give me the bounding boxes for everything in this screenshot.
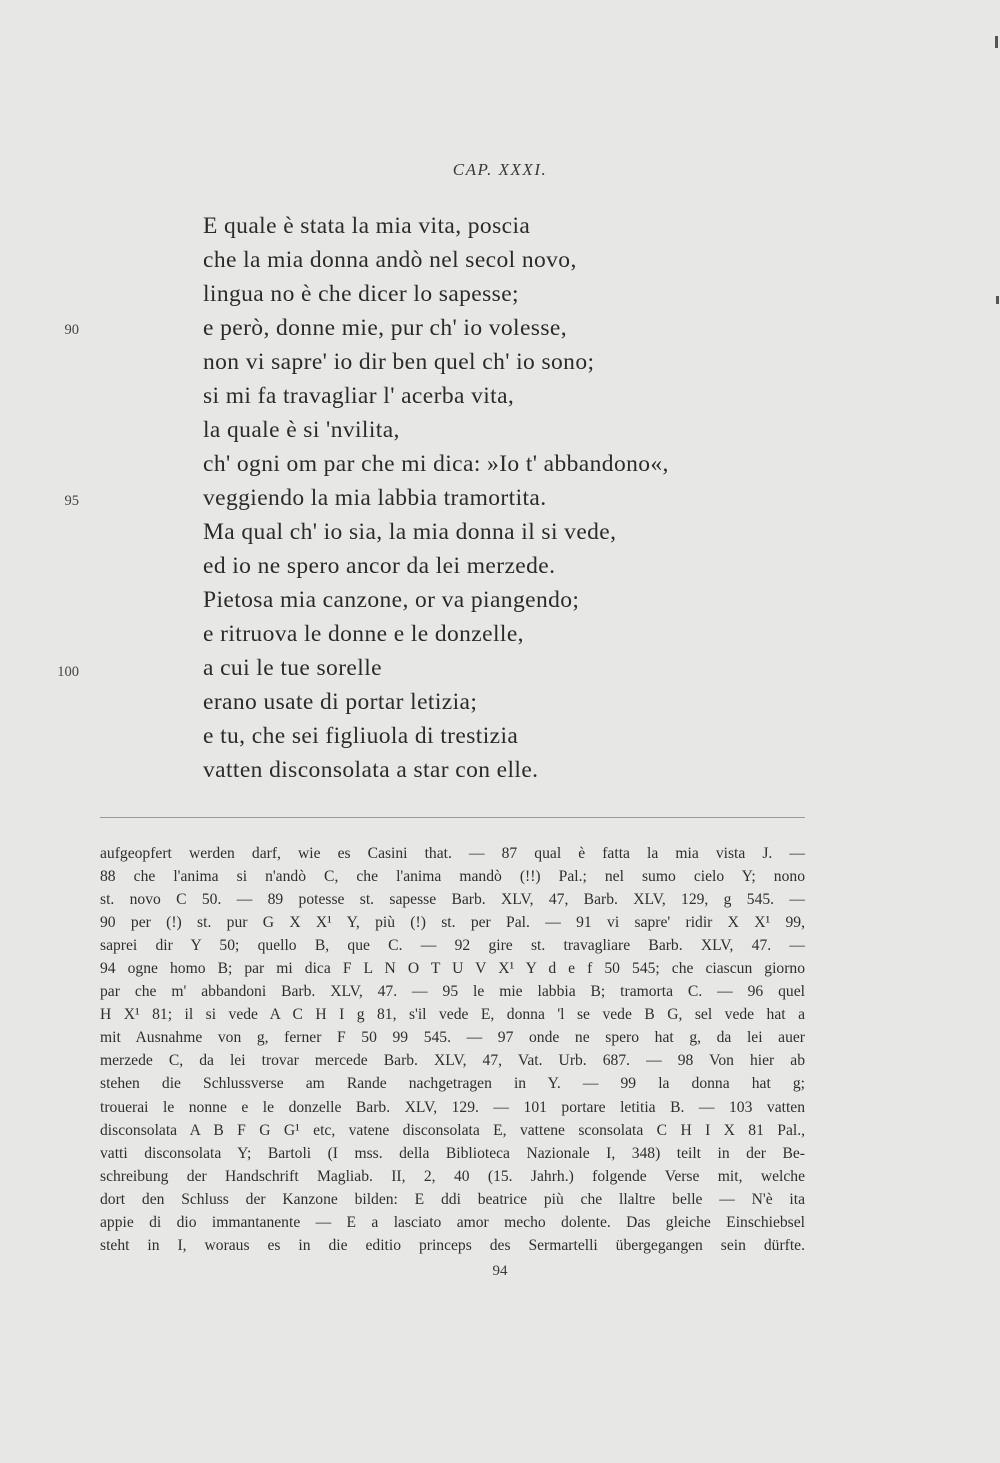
verse-line: e ritruova le donne e le donzelle, — [203, 621, 524, 647]
apparatus-line: st. novo C 50. — 89 potesse st. sapesse Barb. XLV, 47, Barb. XLV, 129, g 545. — — [100, 891, 805, 909]
scan-edge-mark — [996, 296, 999, 304]
verse-line: e però, donne mie, pur ch' io volesse, — [203, 315, 568, 341]
verse-line: che la mia donna andò nel secol novo, — [203, 247, 577, 273]
line-number: 90 — [64, 322, 79, 338]
verse-line: si mi fa travagliar l' acerba vita, — [203, 383, 515, 409]
apparatus-line: steht in I, woraus es in die editio princeps des Sermartelli übergegangen sein dürfte. — [100, 1236, 805, 1254]
critical-apparatus — [100, 842, 805, 1257]
apparatus-line: merzede C, da lei trovar mercede Barb. XLV, 47, Vat. Urb. 687. — 98 Von hier ab — [100, 1052, 805, 1070]
running-head: CAP. XXXI. — [452, 160, 548, 179]
verse-line: veggiendo la mia labbia tramortita. — [203, 485, 547, 511]
verse-line: E quale è stata la mia vita, poscia — [203, 213, 531, 239]
apparatus-line: par che m' abbandoni Barb. XLV, 47. — 95 le mie labbia B; tramorta C. — 96 quel — [100, 983, 805, 1001]
scan-edge-mark — [995, 36, 998, 48]
apparatus-line: 90 per (!) st. pur G X X¹ Y, più (!) st. per Pal. — 91 vi sapre' ridir X X¹ 99, — [100, 914, 805, 932]
apparatus-line: H X¹ 81; il si vede A C H I g 81, s'il vede E, donna 'l se vede B G, sel vede hat a — [100, 1006, 805, 1024]
apparatus-line: stehen die Schlussverse am Rande nachgetragen in Y. — 99 la donna hat g; — [100, 1075, 805, 1093]
apparatus-line: mit Ausnahme von g, ferner F 50 99 545. — 97 onde ne spero hat g, da lei auer — [100, 1029, 805, 1047]
verse-line: Pietosa mia canzone, or va piangendo; — [203, 587, 580, 613]
verse-line: ch' ogni om par che mi dica: »Io t' abbandono«, — [203, 451, 669, 477]
line-number: 95 — [64, 493, 79, 509]
verse-line: e tu, che sei figliuola di trestizia — [203, 723, 519, 749]
footnote-rule — [100, 817, 805, 818]
apparatus-line: 94 ogne homo B; par mi dica F L N O T U V X¹ Y d e f 50 545; che ciascun giorno — [100, 960, 805, 978]
verse-line: ed io ne spero ancor da lei merzede. — [203, 553, 556, 579]
verse-line: vatten disconsolata a star con elle. — [203, 757, 539, 783]
apparatus-line: dort den Schluss der Kanzone bilden: E ddi beatrice più che llaltre belle — N'è ita — [100, 1190, 805, 1208]
apparatus-line: schreibung der Handschrift Magliab. II, 2, 40 (15. Jahrh.) folgende Verse mit, welche — [100, 1167, 805, 1185]
line-number: 100 — [57, 664, 79, 680]
verse-line: a cui le tue sorelle — [203, 655, 382, 681]
verse-line: Ma qual ch' io sia, la mia donna il si vede, — [203, 519, 617, 545]
apparatus-line: vatti disconsolata Y; Bartoli (I mss. della Biblioteca Nazionale I, 348) teilt in der Be- — [100, 1144, 805, 1162]
apparatus-line: saprei dir Y 50; quello B, que C. — 92 gire st. travagliare Barb. XLV, 47. — — [100, 937, 805, 955]
apparatus-line: 88 che l'anima si n'andò C, che l'anima mandò (!!) Pal.; nel sumo cielo Y; nono — [100, 868, 805, 886]
verse-line: non vi sapre' io dir ben quel ch' io sono; — [203, 349, 595, 375]
verse-line: la quale è si 'nvilita, — [203, 417, 400, 443]
verse-line: lingua no è che dicer lo sapesse; — [203, 281, 519, 307]
apparatus-line: disconsolata A B F G G¹ etc, vatene disconsolata E, vattene sconsolata C H I X 81 Pal., — [100, 1121, 805, 1139]
apparatus-line: trouerai le nonne e le donzelle Barb. XLV, 129. — 101 portare letitia B. — 103 vatten — [100, 1098, 805, 1116]
apparatus-line: appie di dio immantanente — E a lasciato amor mecho dolente. Das gleiche Einschiebsel — [100, 1213, 805, 1231]
verse-line: erano usate di portar letizia; — [203, 689, 478, 715]
page-number: 94 — [492, 1263, 508, 1279]
apparatus-line: aufgeopfert werden darf, wie es Casini that. — 87 qual è fatta la mia vista J. — — [100, 845, 805, 862]
